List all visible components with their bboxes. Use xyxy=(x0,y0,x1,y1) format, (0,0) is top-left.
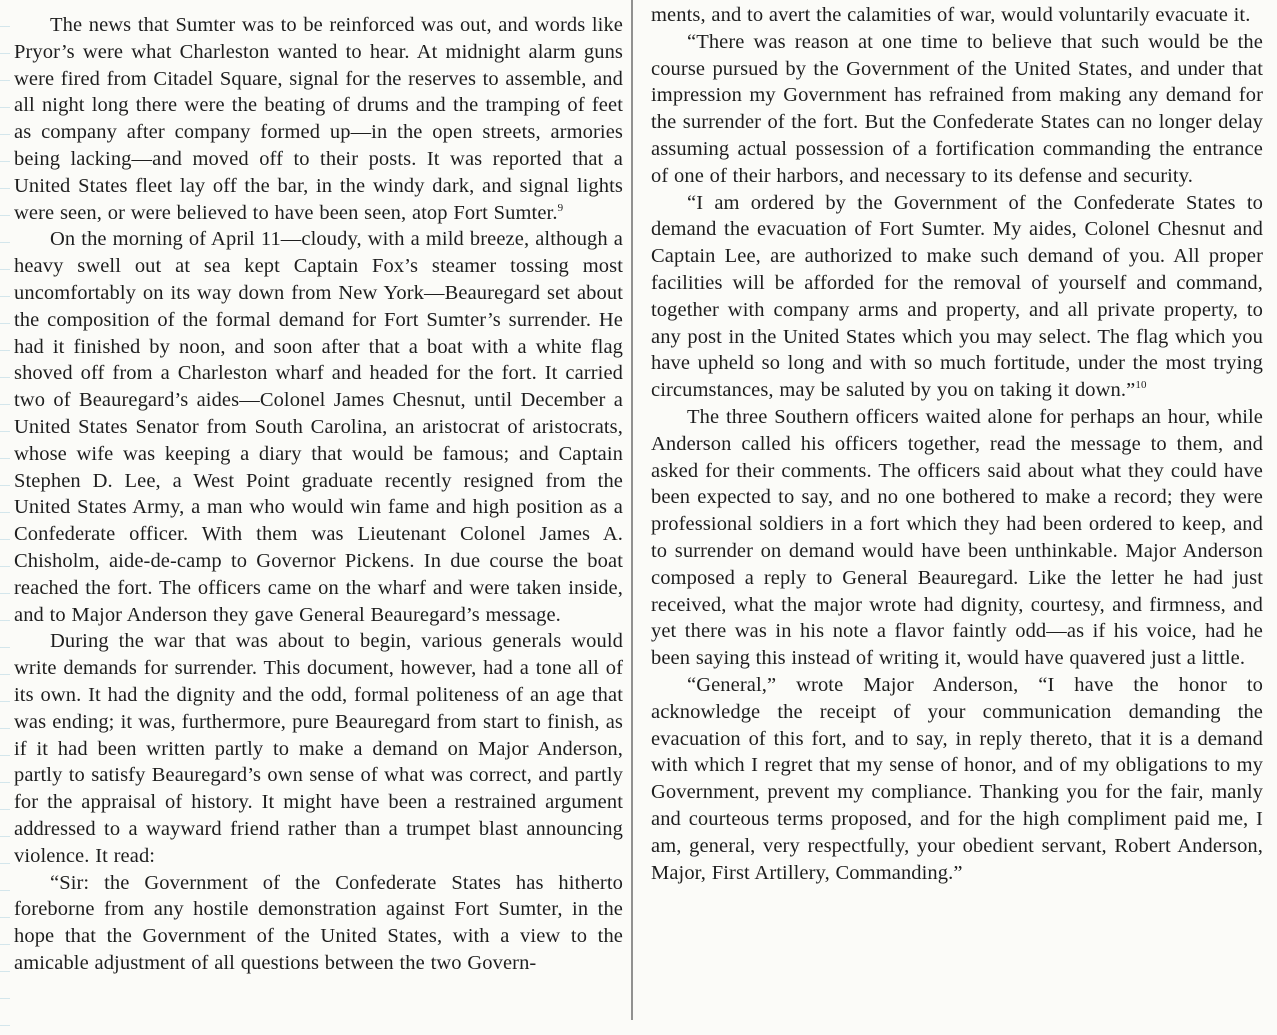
paragraph-text: The three Southern officers waited alone for perhaps an hour, while Anderson called his officers together, read the message to them, and asked for their comments. The officers said about what they could have been expected to say, and no one bothered to make a record; they were professional soldiers in a fort which they had been ordered to keep, and to surrender on demand would have been unthinkable. Major Anderson composed a reply to General Beauregard. Like the letter he had just received, what the major wrote had dignity, courtesy, and firmness, and yet there was in his note a flavor faintly odd—as if his voice, had he been saying this instead of writing it, would have quavered just a little. xyxy=(651,405,1263,670)
paragraph-text: “There was reason at one time to believe that such would be the course pursued by the Government of the United States, and under that impression my Government has refrained from making any demand for the surrender of the fort. But the Confederate States can no longer delay assuming actual possession of a fortification commanding the entrance of one of their harbors, and necessary to its defense and security. xyxy=(651,30,1263,187)
paragraph-letter-opening xyxy=(14,870,623,977)
paragraph-text: During the war that was about to begin, various generals would write demands for surrender. This document, however, had a tone all of its own. It had the dignity and the odd, formal politeness of an age that was ending; it was, furthermore, pure Beauregard from start to finish, as if it had been written partly to make a demand on Major Anderson, partly to satisfy Beauregard’s own sense of what was correct, and partly for the appraisal of history. It might have been a restrained argument addressed to a wayward friend rather than a trumpet blast announcing violence. It read: xyxy=(14,630,623,867)
paragraph-text: The news that Sumter was to be reinforced was out, and words like Pryor’s were what Charleston wanted to hear. At midnight alarm guns were fired from Citadel Square, signal for the reserves to assemble, and all night long there were the beating of drums and the tramping of feet as company after company formed up—in the open streets, armories being lacking—and moved off to their posts. It was reported that a United States fleet lay off the bar, in the windy dark, and signal lights were seen, or were believed to have been seen, atop Fort Sumter. xyxy=(14,14,623,224)
paragraph-text: ments, and to avert the calamities of war, would voluntarily evacuate it. xyxy=(651,4,1251,26)
paragraph-april-11 xyxy=(14,226,623,628)
paragraph-text: “Sir: the Government of the Confederate States has hitherto foreborne from any hostile demonstration against Fort Sumter, in the hope that the Government of the United States, with a view to the amicable adjustment of all questions between the two Govern- xyxy=(14,871,623,974)
paragraph-text: “General,” wrote Major Anderson, “I have the honor to acknowledge the receipt of your communication demanding the evacuation of this fort, and to say, in reply thereto, that it is a demand with which I regret that my sense of honor, and of my obligations to my Government, prevent my compliance. Thanking you for the fair, manly and courteous terms proposed, and for the high compliment paid me, I am, general, very respectfully, your obedient servant, Robert Anderson, Major, First Artillery, Commanding.” xyxy=(651,673,1263,884)
paragraph-text: On the morning of April 11—cloudy, with a mild breeze, although a heavy swell out at sea kept Captain Fox’s steamer tossing most uncomfortably on its way down from New York—Beauregard set about the composition of the formal demand for Fort Sumter’s surrender. He had it finished by noon, and soon after that a boat with a white flag shoved off from a Charleston wharf and headed for the fort. It carried two of Beauregard’s aides—Colonel James Chesnut, until December a United States Senator from South Carolina, an aristocrat of aristocrats, whose wife was keeping a diary that would be famous; and Captain Stephen D. Lee, a West Point graduate recently resigned from the United States Army, a man who would win fame and high position as a Confederate officer. With them was Lieutenant Colonel James A. Chisholm, aide-de-camp to Governor Pickens. In due course the boat reached the fort. The officers came on the wharf and were taken inside, and to Major Anderson they gave General Beauregard’s message. xyxy=(14,228,623,626)
paragraph-demands-for-surrender xyxy=(14,628,623,869)
left-column xyxy=(0,0,631,1035)
paragraph-letter-continued xyxy=(651,2,1263,29)
paragraph-officers-waited xyxy=(651,404,1263,672)
paragraph-reason-to-believe xyxy=(651,29,1263,190)
footnote-ref-9: 9 xyxy=(557,201,564,214)
paragraph-demand-evacuation xyxy=(651,190,1263,404)
footnote-ref-10: 10 xyxy=(1135,379,1147,392)
paragraph-anderson-reply xyxy=(651,672,1263,886)
paragraph-text: “I am ordered by the Government of the Confederate States to demand the evacuation of Fort Sumter. My aides, Colonel Chesnut and Captain Lee, are authorized to make such demand of you. All proper facilities will be afforded for the removal of yourself and command, together with company arms and property, and all private property, to any post in the United States which you may select. The flag which you have upheld so long and with so much fortitude, under the most trying circumstances, may be saluted by you on taking it down.” xyxy=(651,191,1263,402)
right-column xyxy=(637,0,1277,1035)
paragraph-reinforcement-news xyxy=(14,12,623,226)
column-divider xyxy=(631,0,633,1020)
